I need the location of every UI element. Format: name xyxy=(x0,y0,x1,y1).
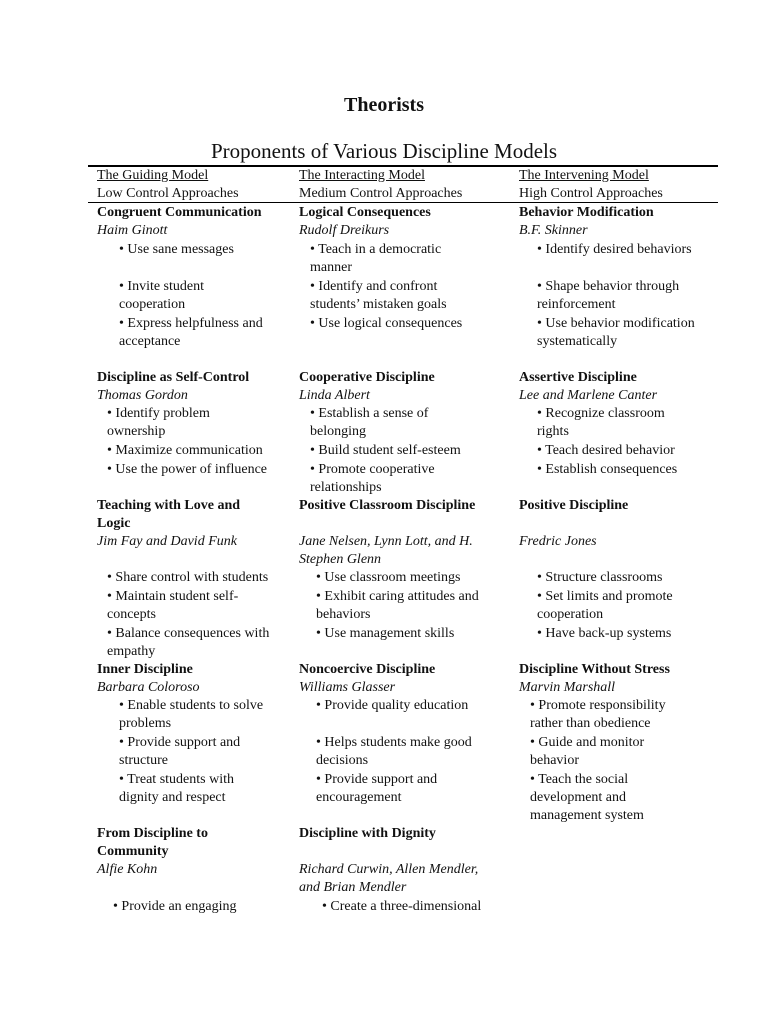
bullet: • Helps students make good xyxy=(316,735,472,750)
bullet: • Provide an engaging xyxy=(113,899,237,914)
model-author-cont: Stephen Glenn xyxy=(299,552,382,567)
model-name: Cooperative Discipline xyxy=(299,370,435,385)
bullet: • Invite student xyxy=(119,279,204,294)
bullet-cont: management system xyxy=(530,808,644,823)
bullet-cont: decisions xyxy=(316,753,369,768)
bullet-cont: behavior xyxy=(530,753,579,768)
bullet-cont: structure xyxy=(119,753,168,768)
bullet: • Establish consequences xyxy=(537,462,678,477)
bullet: • Establish a sense of xyxy=(310,406,429,421)
model-name: Positive Classroom Discipline xyxy=(299,498,476,513)
bullet-cont: concepts xyxy=(107,607,156,622)
model-author: Marvin Marshall xyxy=(519,680,616,695)
model-author: Fredric Jones xyxy=(519,534,597,549)
bullet-cont: cooperation xyxy=(119,297,186,312)
model-name-cont: Logic xyxy=(97,516,131,531)
bullet: • Exhibit caring attitudes and xyxy=(316,589,479,604)
bullet-cont: development and xyxy=(530,790,627,805)
model-name-cont: Community xyxy=(97,844,169,859)
model-name: Congruent Communication xyxy=(97,205,262,220)
column-model-interacting: The Interacting Model xyxy=(299,168,425,183)
bullet-cont: systematically xyxy=(537,334,618,349)
model-author: Lee and Marlene Canter xyxy=(519,388,658,403)
column-model-guiding: The Guiding Model xyxy=(97,168,209,183)
bullet: • Build student self-esteem xyxy=(310,443,461,458)
bullet: • Maximize communication xyxy=(107,443,263,458)
bullet: • Provide support and xyxy=(119,735,241,750)
bullet: • Maintain student self- xyxy=(107,589,239,604)
bullet: • Use logical consequences xyxy=(310,316,463,331)
bullet: • Recognize classroom xyxy=(537,406,665,421)
bullet: • Express helpfulness and xyxy=(119,316,263,331)
model-author: Alfie Kohn xyxy=(97,862,158,877)
model-author: Haim Ginott xyxy=(97,223,168,238)
bullet: • Provide quality education xyxy=(316,698,469,713)
bullet: • Enable students to solve xyxy=(119,698,264,713)
bullet: • Set limits and promote xyxy=(537,589,673,604)
model-author: Jane Nelsen, Lynn Lott, and H. xyxy=(299,534,473,549)
bullet: • Shape behavior through xyxy=(537,279,680,294)
bullet-cont: ownership xyxy=(107,424,166,439)
model-author: B.F. Skinner xyxy=(519,223,588,238)
bullet-cont: encouragement xyxy=(316,790,402,805)
bullet-cont: acceptance xyxy=(119,334,181,349)
bullet: • Create a three-dimensional xyxy=(322,899,482,914)
model-name: Noncoercive Discipline xyxy=(299,662,436,677)
column-approach-intervening: High Control Approaches xyxy=(519,186,663,201)
model-name: Discipline Without Stress xyxy=(519,662,670,677)
bullet: • Use the power of influence xyxy=(107,462,268,477)
model-author: Thomas Gordon xyxy=(97,388,188,403)
bullet-cont: rather than obedience xyxy=(530,716,651,731)
model-author: Linda Albert xyxy=(299,388,370,403)
bullet: • Use behavior modification xyxy=(537,316,695,331)
bullet: • Promote responsibility xyxy=(530,698,666,713)
model-author: Richard Curwin, Allen Mendler, xyxy=(299,862,479,877)
model-author-cont: and Brian Mendler xyxy=(299,880,407,895)
bullet-cont: behaviors xyxy=(316,607,371,622)
bullet: • Share control with students xyxy=(107,570,269,585)
bullet: • Teach desired behavior xyxy=(537,443,675,458)
model-name: Discipline as Self-Control xyxy=(97,370,250,385)
model-name: From Discipline to xyxy=(97,826,208,841)
bullet: • Treat students with xyxy=(119,772,234,787)
bullet: • Teach the social xyxy=(530,772,629,787)
model-author: Williams Glasser xyxy=(299,680,396,695)
bullet: • Identify and confront xyxy=(310,279,438,294)
model-name: Behavior Modification xyxy=(519,205,654,220)
bullet-cont: rights xyxy=(537,424,569,439)
column-approach-guiding: Low Control Approaches xyxy=(97,186,239,201)
bullet: • Use classroom meetings xyxy=(316,570,461,585)
bullet: • Use management skills xyxy=(316,626,455,641)
bullet-cont: empathy xyxy=(107,644,156,659)
bullet-cont: reinforcement xyxy=(537,297,616,312)
bullet-cont: problems xyxy=(119,716,172,731)
bullet-cont: dignity and respect xyxy=(119,790,226,805)
column-approach-interacting: Medium Control Approaches xyxy=(299,186,463,201)
bullet: • Identify problem xyxy=(107,406,210,421)
bullet: • Provide support and xyxy=(316,772,438,787)
model-name: Inner Discipline xyxy=(97,662,193,677)
model-name: Teaching with Love and xyxy=(97,498,241,513)
bullet: • Promote cooperative xyxy=(310,462,435,477)
bullet-cont: students’ mistaken goals xyxy=(310,297,447,312)
column-model-intervening: The Intervening Model xyxy=(519,168,649,183)
bullet-cont: cooperation xyxy=(537,607,604,622)
model-author: Rudolf Dreikurs xyxy=(299,223,390,238)
model-name: Positive Discipline xyxy=(519,498,629,513)
document-title: Theorists xyxy=(344,94,424,116)
document-subtitle: Proponents of Various Discipline Models xyxy=(210,139,558,163)
bullet: • Structure classrooms xyxy=(537,570,663,585)
model-author: Jim Fay and David Funk xyxy=(97,534,237,549)
bullet: • Use sane messages xyxy=(119,242,234,257)
model-name: Discipline with Dignity xyxy=(299,826,436,841)
bullet: • Balance consequences with xyxy=(107,626,270,641)
bullet-cont: manner xyxy=(310,260,352,275)
bullet: • Guide and monitor xyxy=(530,735,645,750)
model-author: Barbara Coloroso xyxy=(97,680,200,695)
model-name: Logical Consequences xyxy=(299,205,431,220)
bullet: • Identify desired behaviors xyxy=(537,242,692,257)
bullet-cont: relationships xyxy=(310,480,382,495)
bullet-cont: belonging xyxy=(310,424,366,439)
bullet: • Have back-up systems xyxy=(537,626,672,641)
bullet: • Teach in a democratic xyxy=(310,242,442,257)
model-name: Assertive Discipline xyxy=(519,370,637,385)
